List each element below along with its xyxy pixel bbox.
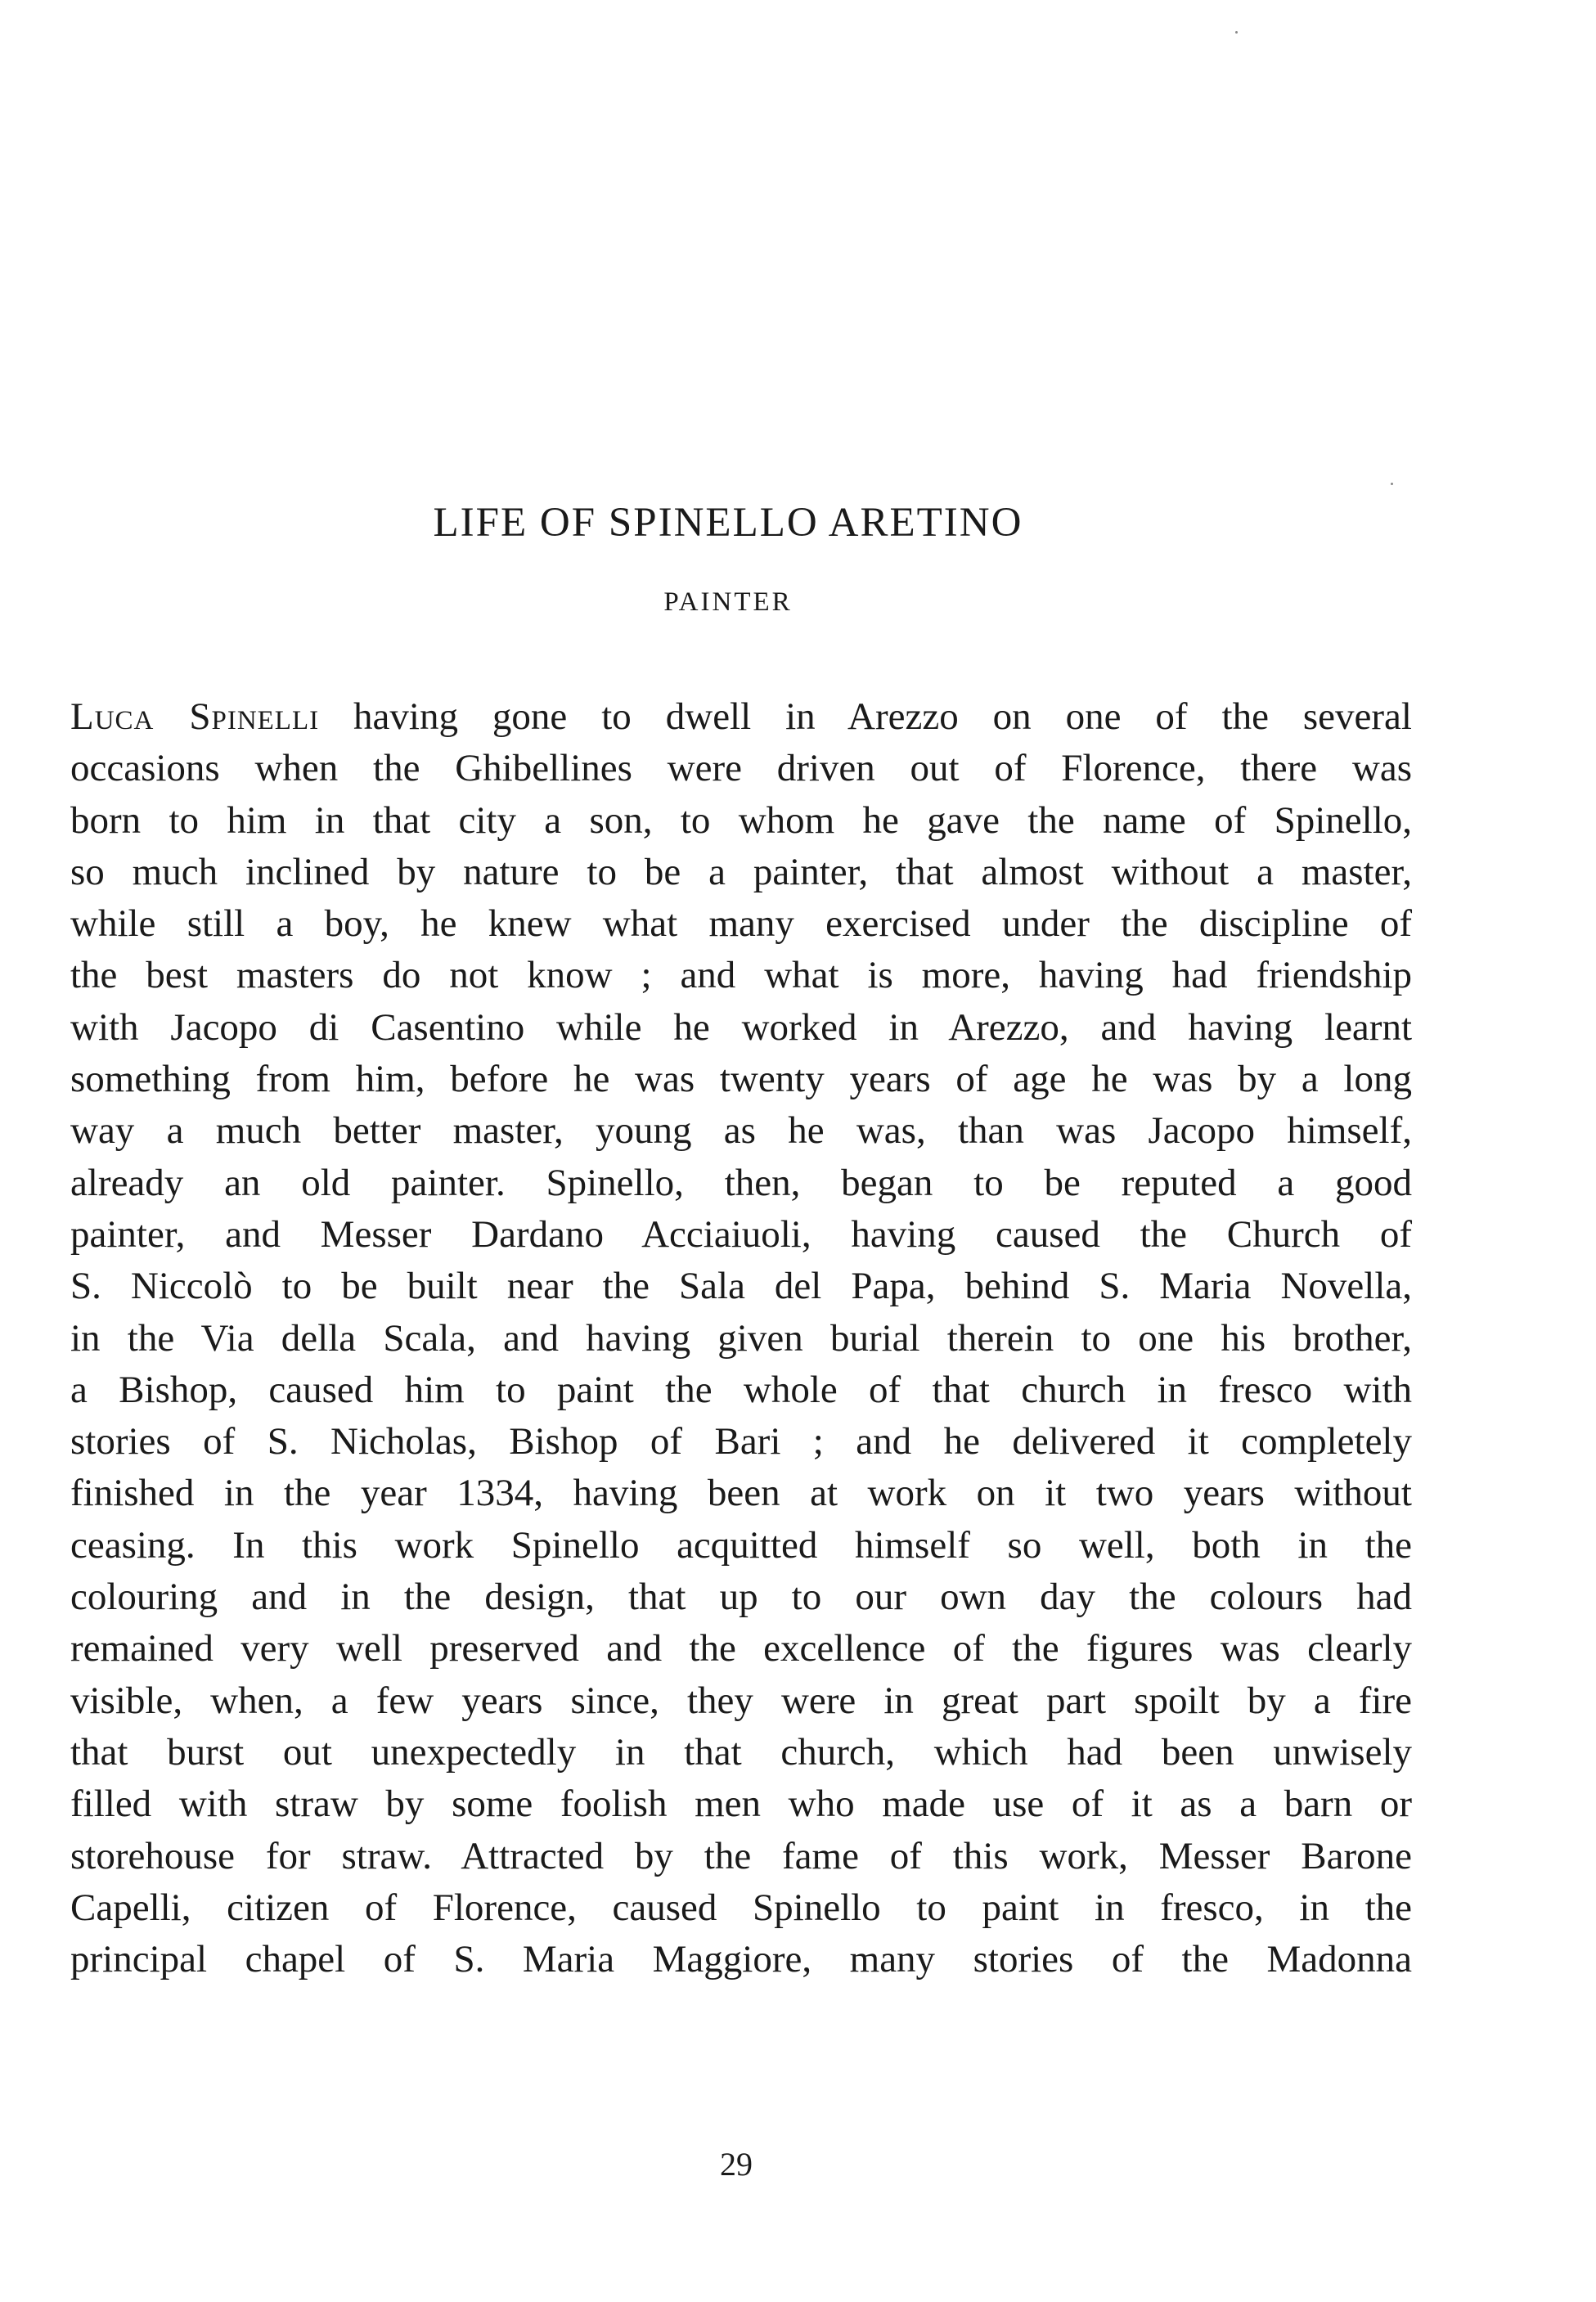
text-line: so much inclined by nature to be a painter, that almost without a master,	[70, 850, 1412, 893]
body-paragraph	[70, 691, 1412, 1985]
lead-name: Luca Spinelli	[70, 695, 320, 738]
text-line: ceasing. In this work Spinello acquitted himself so well, both in the	[70, 1523, 1412, 1567]
text-line: that burst out unexpectedly in that church, which had been unwisely	[70, 1730, 1412, 1774]
text-line: occasions when the Ghibellines were driven out of Florence, there was	[70, 747, 1412, 790]
text-line: already an old painter. Spinello, then, began to be reputed a good	[70, 1161, 1412, 1204]
first-line-rest: having gone to dwell in Arezzo on one of the several	[319, 695, 1412, 738]
text-line: the best masters do not know ; and what is more, having had friendship	[70, 954, 1412, 997]
text-line: finished in the year 1334, having been at work on it two years without	[70, 1472, 1412, 1515]
text-line: way a much better master, young as he was, than was Jacopo himself,	[70, 1109, 1412, 1153]
text-line: something from him, before he was twenty years of age he was by a long	[70, 1058, 1412, 1101]
text-line: stories of S. Nicholas, Bishop of Bari ; and he delivered it completely	[70, 1420, 1412, 1463]
text-line	[70, 691, 1412, 743]
scan-speck	[1235, 31, 1238, 34]
text-line: a Bishop, caused him to paint the whole of that church in fresco with	[70, 1368, 1412, 1411]
text-line: in the Via della Scala, and having given burial therein to one his brother,	[70, 1316, 1412, 1360]
chapter-title: LIFE OF SPINELLO ARETINO	[433, 500, 1023, 546]
text-line: S. Niccolò to be built near the Sala del Papa, behind S. Maria Novella,	[70, 1265, 1412, 1308]
text-line: while still a boy, he knew what many exercised under the discipline of	[70, 902, 1412, 946]
text-line: visible, when, a few years since, they were in great part spoilt by a fire	[70, 1679, 1412, 1722]
text-line: principal chapel of S. Maria Maggiore, many stories of the Madonna	[70, 1938, 1412, 1981]
text-line: colouring and in the design, that up to our own day the colours had	[70, 1576, 1412, 1619]
chapter-subtitle: PAINTER	[663, 587, 793, 617]
text-line: remained very well preserved and the excellence of the figures was clearly	[70, 1627, 1412, 1670]
text-line: born to him in that city a son, to whom he gave the name of Spinello,	[70, 798, 1412, 842]
text-line: filled with straw by some foolish men who made use of it as a barn or	[70, 1783, 1412, 1826]
page-number: 29	[720, 2146, 753, 2183]
scan-speck	[1391, 483, 1393, 485]
text-line: painter, and Messer Dardano Acciaiuoli, having caused the Church of	[70, 1212, 1412, 1256]
text-line: with Jacopo di Casentino while he worked in Arezzo, and having learnt	[70, 1005, 1412, 1049]
text-line: storehouse for straw. Attracted by the fame of this work, Messer Barone	[70, 1834, 1412, 1877]
text-line: Capelli, citizen of Florence, caused Spinello to paint in fresco, in the	[70, 1886, 1412, 1929]
